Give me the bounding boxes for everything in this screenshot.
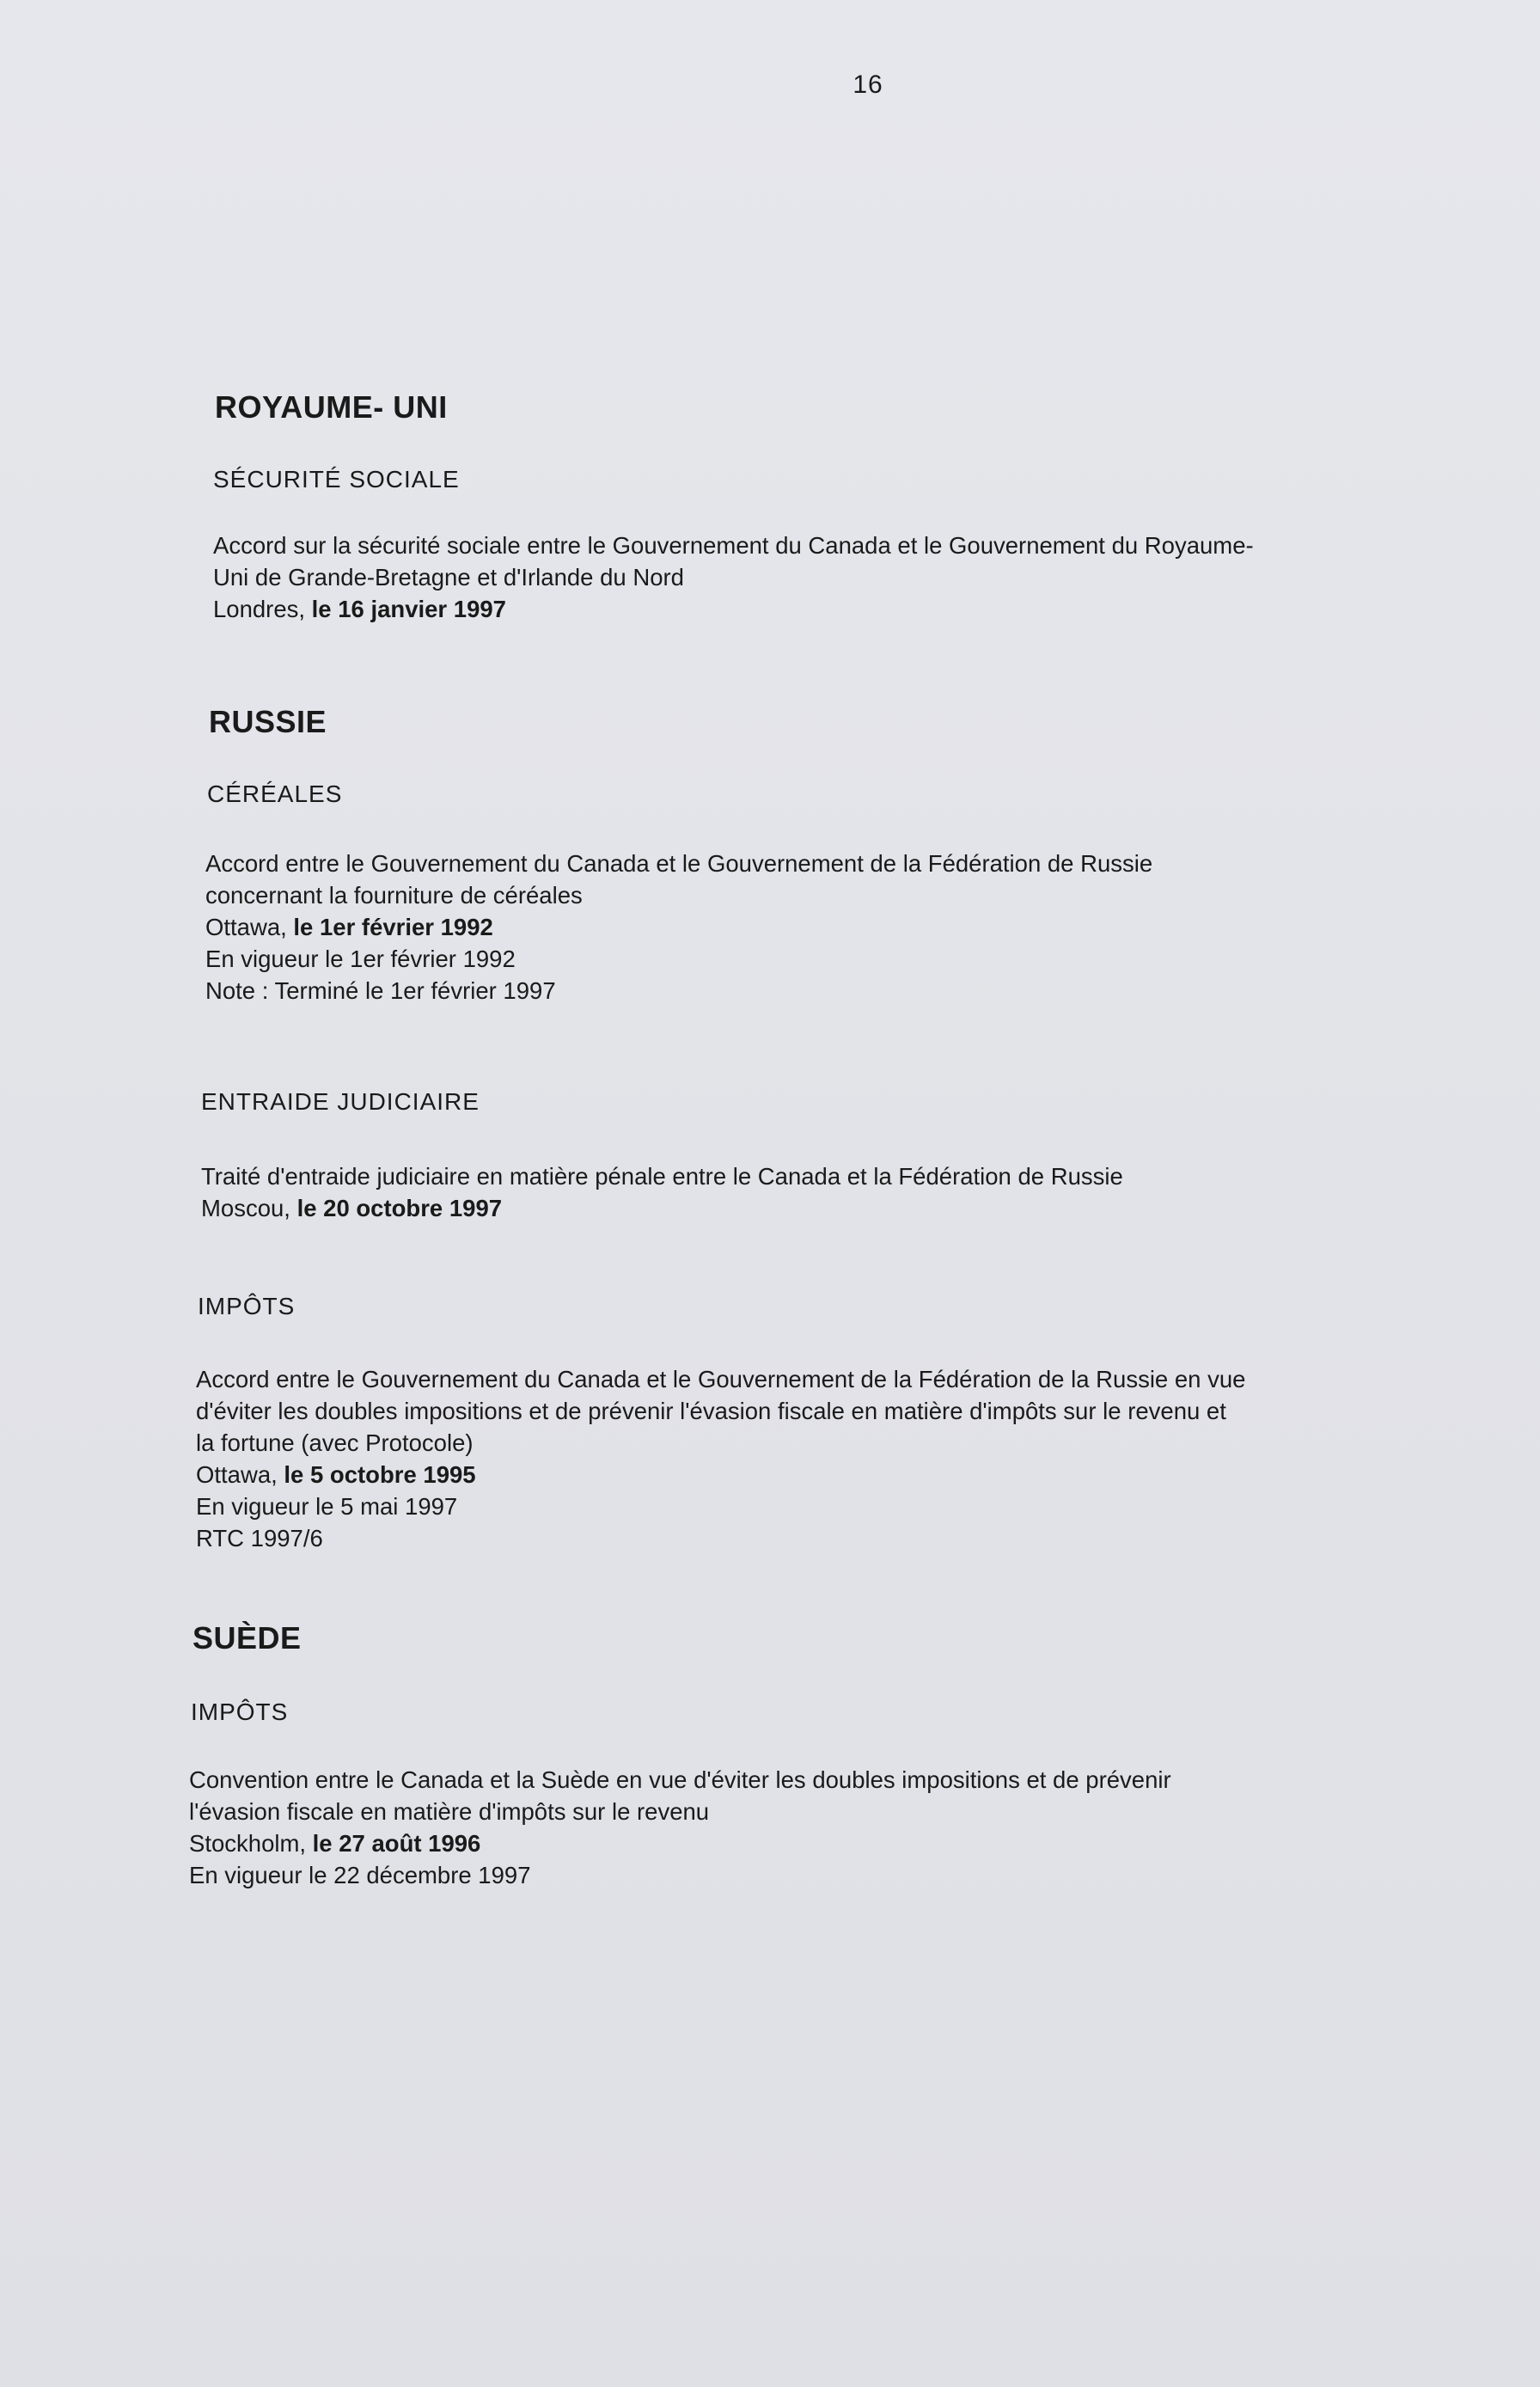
- subject-heading: IMPÔTS: [191, 1698, 289, 1725]
- entry-line: Convention entre le Canada et la Suède en vue d'éviter les doubles impositions et de prévenir: [189, 1766, 1171, 1793]
- section-russia: [209, 703, 327, 741]
- entry-in-force: En vigueur le 5 mai 1997: [196, 1493, 458, 1520]
- country-heading: ROYAUME- UNI: [215, 389, 448, 425]
- country-heading: SUÈDE: [192, 1620, 302, 1656]
- entry-date: le 16 janvier 1997: [311, 596, 506, 622]
- country-heading: RUSSIE: [209, 704, 327, 739]
- entry-in-force: En vigueur le 22 décembre 1997: [189, 1862, 531, 1888]
- entry-line: d'éviter les doubles impositions et de prévenir l'évasion fiscale en matière d'impôts sur le revenu et: [196, 1398, 1226, 1424]
- entry-note: Note : Terminé le 1er février 1997: [205, 977, 556, 1004]
- entry-line: Traité d'entraide judiciaire en matière pénale entre le Canada et la Fédération de Russie: [201, 1163, 1123, 1190]
- subject-heading-cereals: [207, 779, 342, 810]
- entry-line: concernant la fourniture de céréales: [205, 882, 583, 909]
- section-sweden: [192, 1619, 302, 1657]
- entry-place-date: [196, 1459, 1245, 1490]
- entry-line: la fortune (avec Protocole): [196, 1429, 474, 1456]
- entry-line: Accord entre le Gouvernement du Canada et le Gouvernement de la Fédération de la Russie en vue: [196, 1366, 1246, 1392]
- entry-in-force: En vigueur le 1er février 1992: [205, 946, 516, 972]
- entry-date: le 20 octobre 1997: [296, 1195, 503, 1221]
- entry-place: Ottawa,: [205, 914, 294, 940]
- page-number: 16: [852, 70, 883, 99]
- entry-place-date: [205, 911, 1152, 943]
- entry-place-date: [213, 593, 1254, 625]
- subject-heading-taxes: [198, 1291, 295, 1322]
- subject-heading: ENTRAIDE JUDICIAIRE: [201, 1088, 480, 1115]
- treaty-entry: [196, 1363, 1245, 1554]
- entry-place: Ottawa,: [196, 1461, 284, 1488]
- entry-place-date: [201, 1192, 1123, 1224]
- subject-heading: IMPÔTS: [198, 1293, 296, 1319]
- entry-line: l'évasion fiscale en matière d'impôts sur le revenu: [189, 1798, 710, 1825]
- subject-heading-taxes: [191, 1697, 288, 1728]
- subject-heading: SÉCURITÉ SOCIALE: [213, 466, 460, 493]
- entry-place: Moscou,: [201, 1195, 297, 1221]
- entry-place-date: [189, 1827, 1171, 1859]
- entry-rtc: RTC 1997/6: [196, 1525, 323, 1552]
- entry-date: le 1er février 1992: [293, 914, 493, 940]
- treaty-entry: [213, 529, 1254, 625]
- entry-date: le 5 octobre 1995: [284, 1461, 476, 1488]
- subject-heading-social-security: [213, 464, 460, 495]
- subject-heading-judicial: [201, 1086, 480, 1117]
- entry-date: le 27 août 1996: [312, 1830, 481, 1857]
- entry-place: Stockholm,: [189, 1830, 313, 1857]
- entry-place: Londres,: [213, 596, 312, 622]
- entry-line: Uni de Grande-Bretagne et d'Irlande du Nord: [213, 564, 684, 591]
- section-united-kingdom: [215, 389, 448, 426]
- treaty-entry: [205, 848, 1152, 1007]
- entry-line: Accord entre le Gouvernement du Canada et le Gouvernement de la Fédération de Russie: [205, 850, 1153, 877]
- entry-line: Accord sur la sécurité sociale entre le Gouvernement du Canada et le Gouvernement du Royaume-: [213, 532, 1254, 559]
- treaty-entry: [201, 1160, 1123, 1224]
- subject-heading: CÉRÉALES: [207, 780, 343, 807]
- treaty-entry: [189, 1764, 1171, 1891]
